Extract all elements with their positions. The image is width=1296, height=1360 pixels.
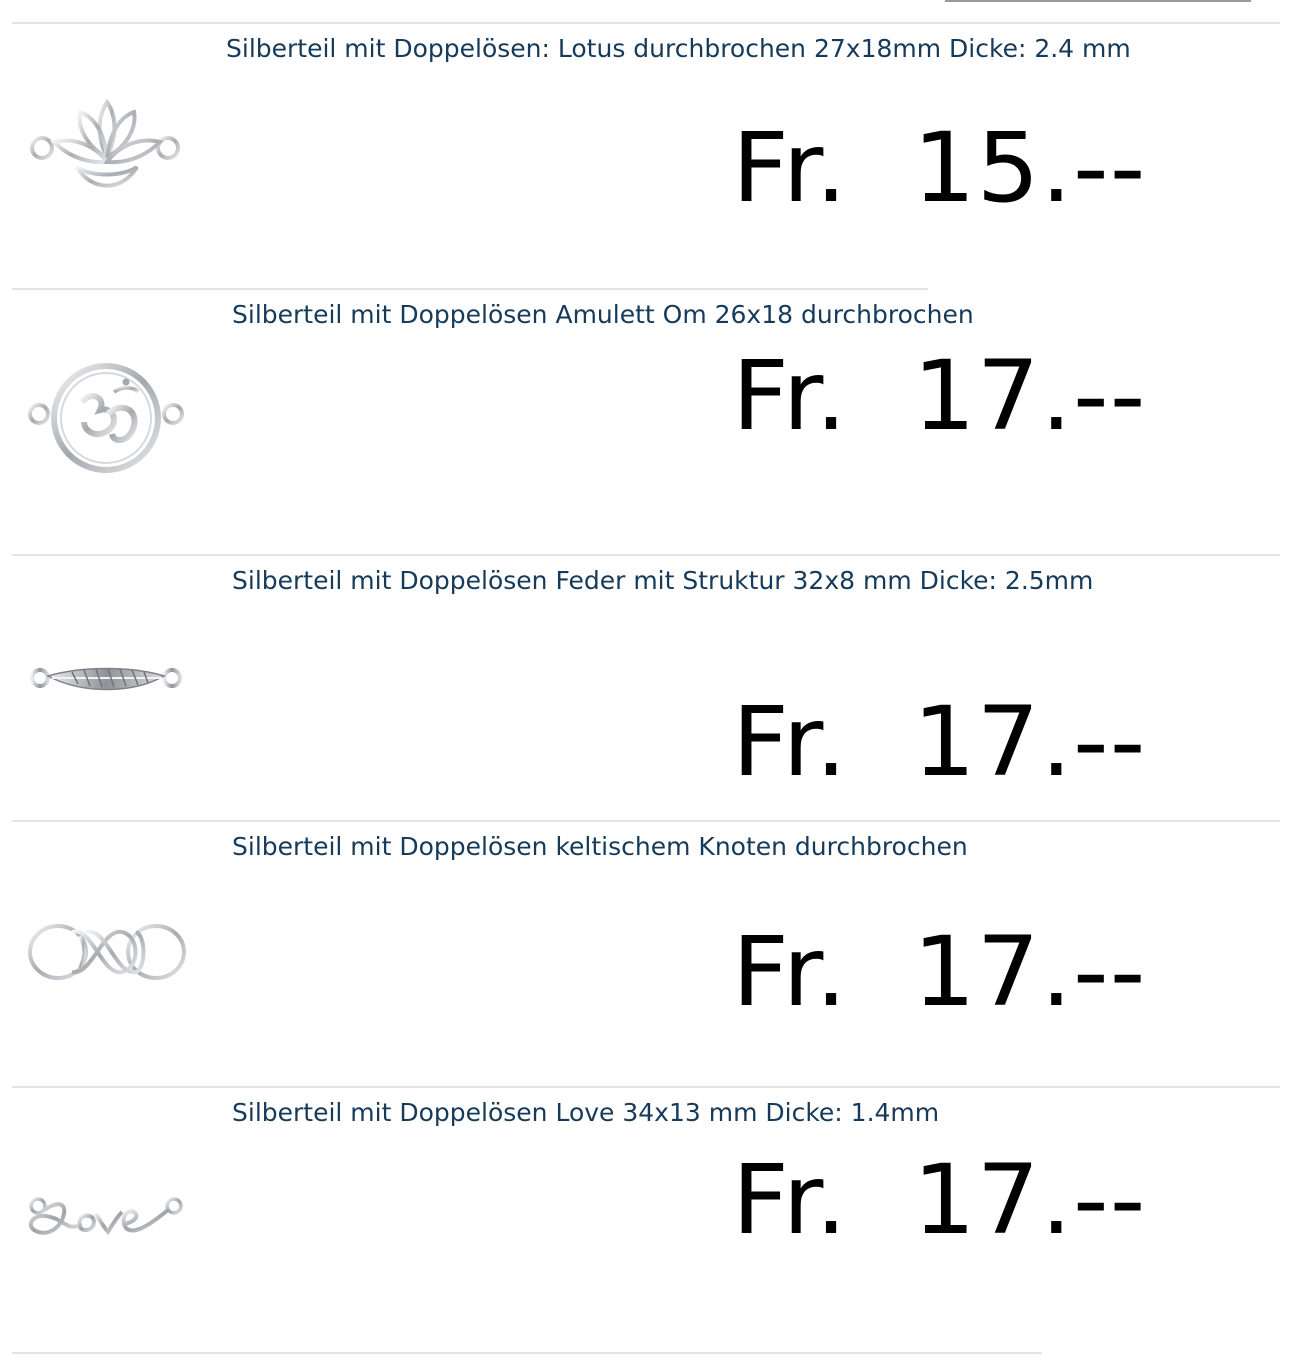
product-image-feather[interactable]: [22, 566, 192, 806]
om-amulet-connector-icon: [22, 302, 192, 542]
product-title[interactable]: Silberteil mit Doppelösen Feder mit Struktur 32x8 mm Dicke: 2.5mm: [232, 566, 1094, 595]
lotus-connector-icon: [22, 42, 192, 282]
product-price: Fr. 17.--: [732, 340, 1147, 452]
product-price: Fr. 17.--: [732, 916, 1147, 1028]
product-item-celtic-knot: [0, 822, 1296, 1086]
product-title[interactable]: Silberteil mit Doppelösen Amulett Om 26x18 durchbrochen: [232, 300, 974, 329]
celtic-knot-connector-icon: [22, 836, 192, 1076]
product-image-celtic-knot[interactable]: [22, 836, 192, 1076]
product-title[interactable]: Silberteil mit Doppelösen: Lotus durchbrochen 27x18mm Dicke: 2.4 mm: [226, 34, 1131, 63]
product-title[interactable]: Silberteil mit Doppelösen keltischem Knoten durchbrochen: [232, 832, 968, 861]
product-item-lotus: [0, 24, 1296, 288]
product-price: Fr. 17.--: [732, 1144, 1147, 1256]
product-image-lotus[interactable]: [22, 42, 192, 282]
feather-connector-icon: [22, 566, 192, 806]
top-scroll-bar: [945, 0, 1251, 2]
product-item-om: [0, 290, 1296, 554]
love-connector-icon: [22, 1102, 192, 1342]
product-item-feather: [0, 556, 1296, 820]
product-image-love[interactable]: [22, 1102, 192, 1342]
product-title[interactable]: Silberteil mit Doppelösen Love 34x13 mm Dicke: 1.4mm: [232, 1098, 940, 1127]
product-price: Fr. 15.--: [732, 112, 1147, 224]
product-price: Fr. 17.--: [732, 686, 1147, 798]
product-item-love: [0, 1088, 1296, 1352]
divider: [12, 1352, 1042, 1354]
product-image-om[interactable]: [22, 302, 192, 542]
